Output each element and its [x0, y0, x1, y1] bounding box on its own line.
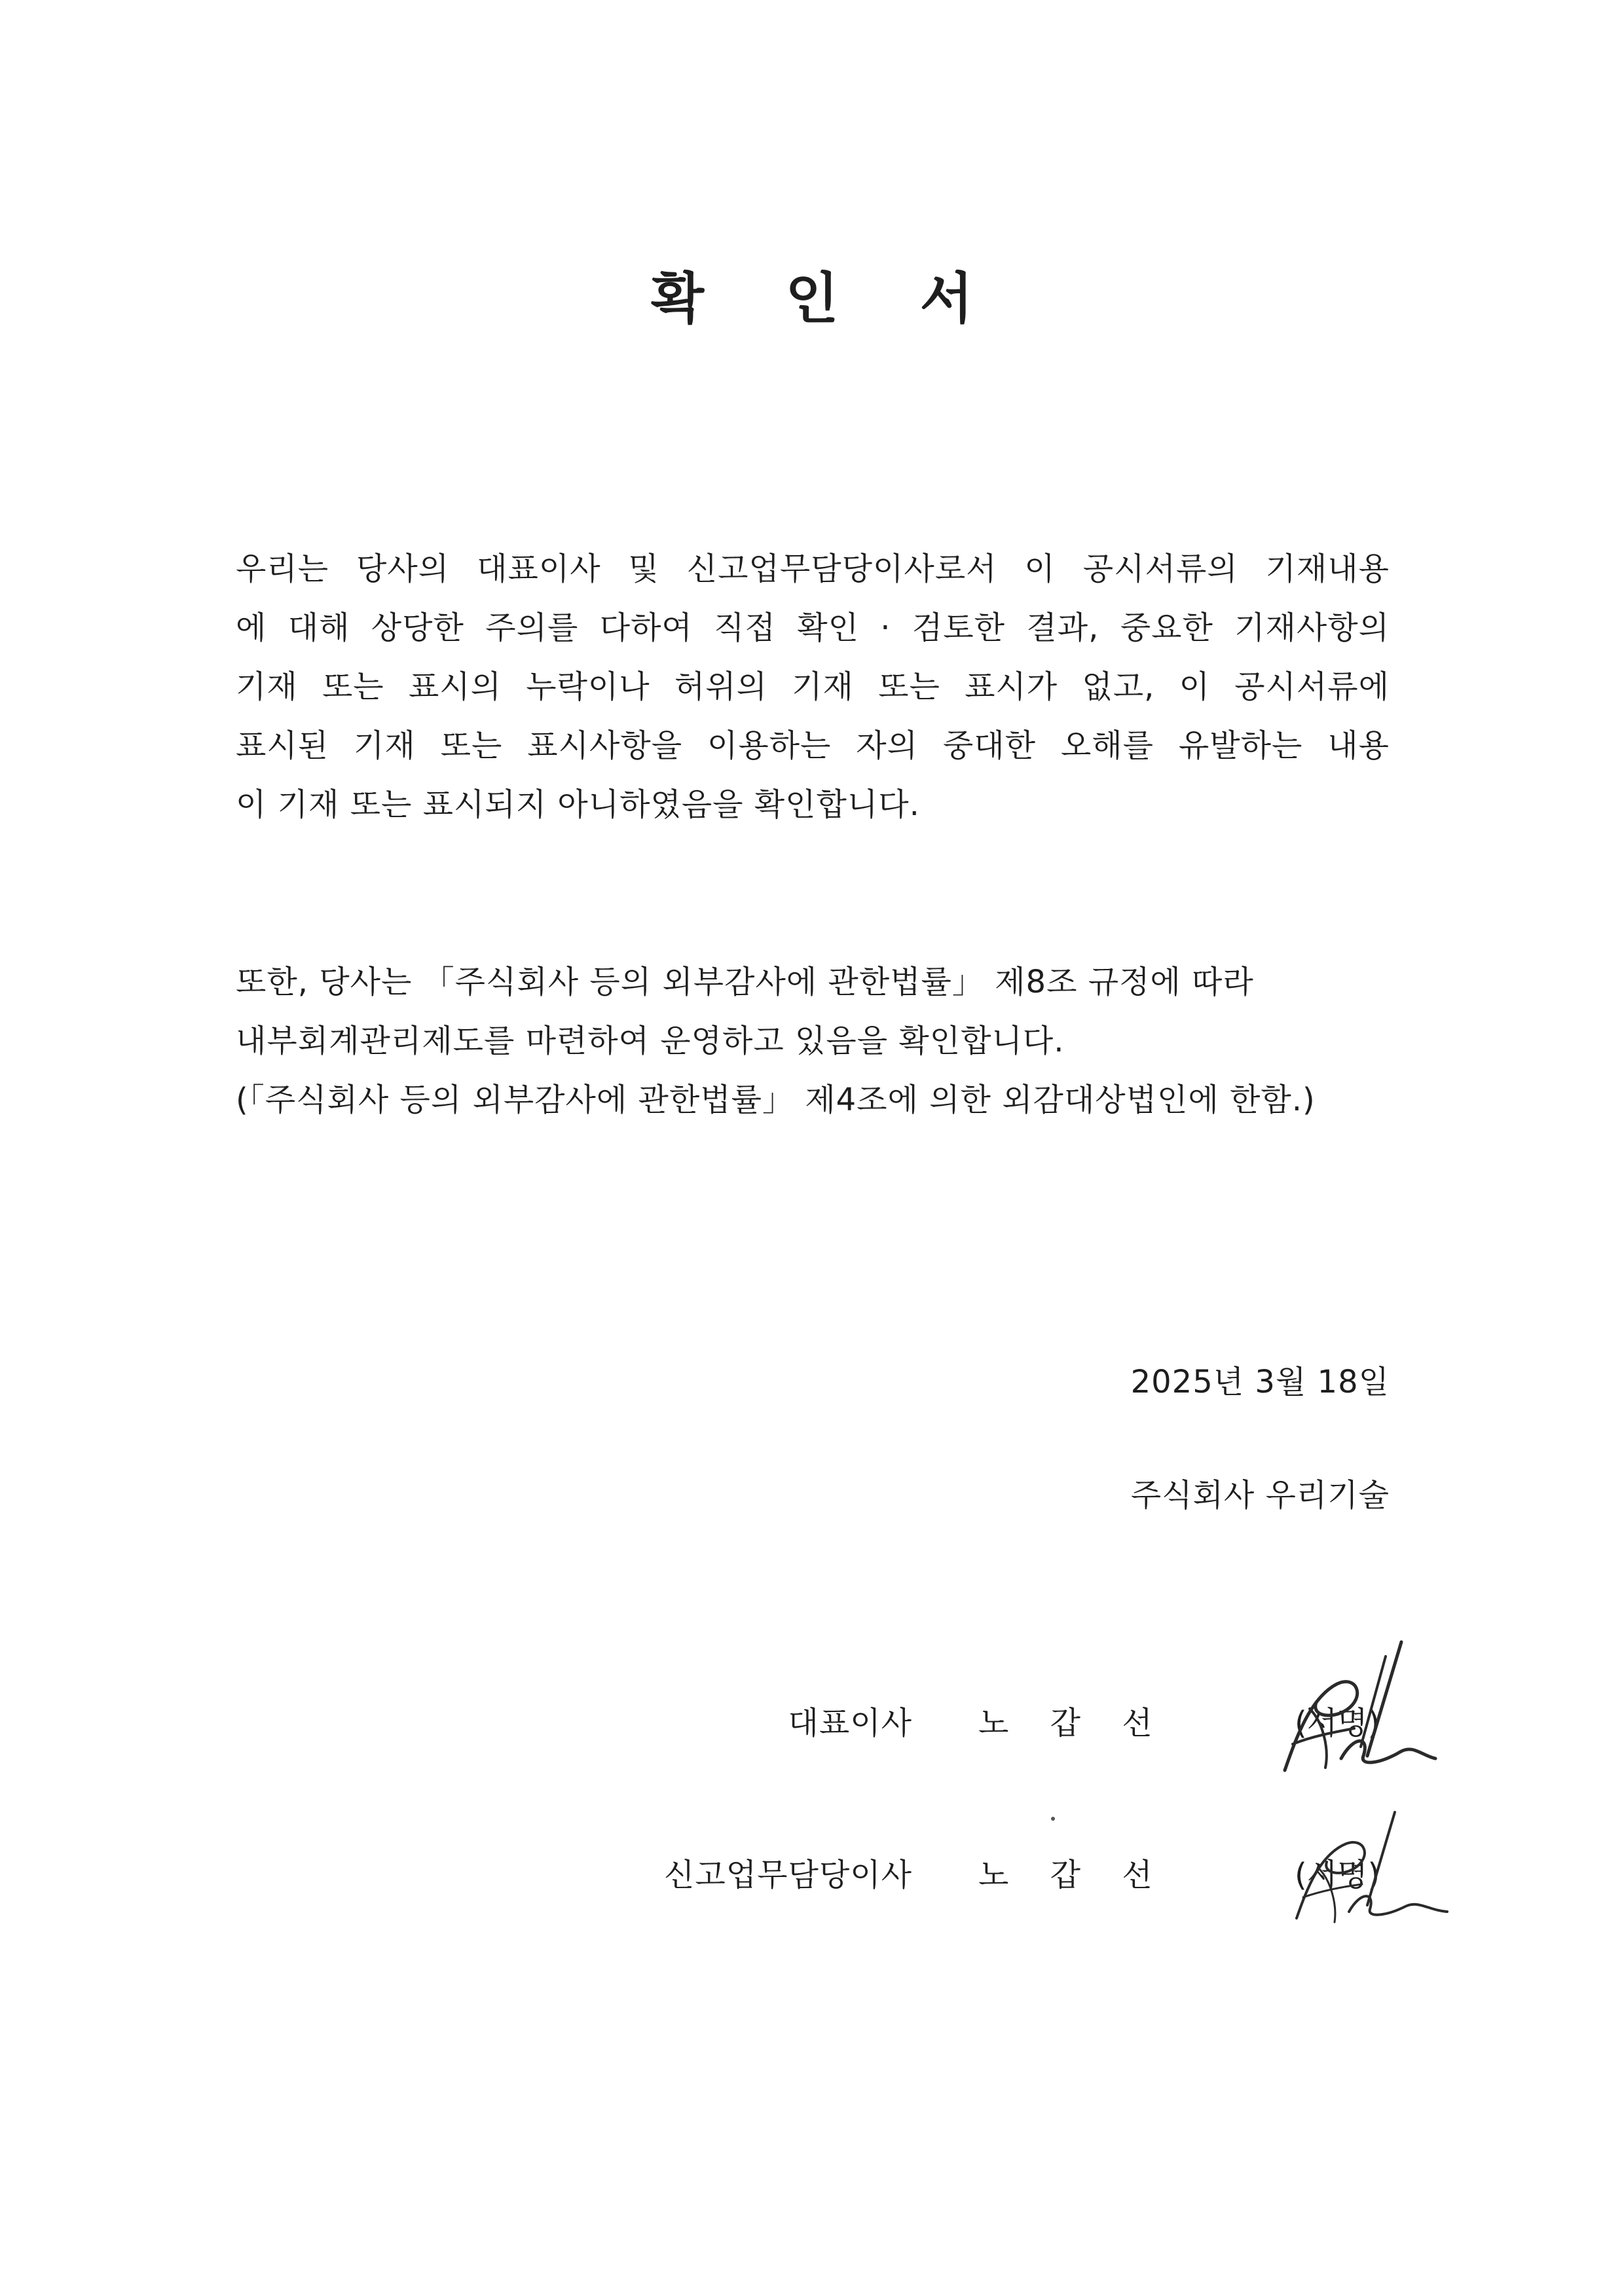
confirmation-paragraph	[236, 539, 1390, 834]
handwritten-signature	[1270, 1637, 1441, 1781]
company-name: 주식회사 우리기술	[1130, 1477, 1390, 1514]
signatory-name: 노 갑 선	[978, 1857, 1153, 1893]
signatory-name: 노 갑 선	[978, 1705, 1153, 1741]
paragraph-line: 이 기재 또는 표시되지 아니하였음을 확인합니다.	[236, 786, 920, 823]
signatory-role: 신고업무담당이사	[664, 1857, 912, 1893]
paragraph-line: 기재 또는 표시의 누락이나 허위의 기재 또는 표시가 없고, 이 공시서류에	[236, 668, 1390, 705]
handwritten-signature	[1283, 1807, 1454, 1931]
paragraph-line: 내부회계관리제도를 마련하여 운영하고 있음을 확인합니다.	[236, 1023, 1065, 1059]
paragraph-line: (「주식회사 등의 외부감사에 관한법률」 제4조에 의한 외감대상법인에 한함.)	[236, 1082, 1316, 1118]
paragraph-line: 표시된 기재 또는 표시사항을 이용하는 자의 중대한 오해를 유발하는 내용	[236, 727, 1390, 764]
signature-label: (서명)	[1295, 1857, 1380, 1893]
internal-control-paragraph	[236, 953, 1390, 1129]
document-title: 확 인 서	[651, 266, 973, 331]
paragraph-line: 우리는 당사의 대표이사 및 신고업무담당이사로서 이 공시서류의 기재내용	[236, 551, 1390, 587]
paragraph-line: 또한, 당사는 「주식회사 등의 외부감사에 관한법률」 제8조 규정에 따라	[236, 964, 1254, 1000]
document-date: 2025년 3월 18일	[1130, 1364, 1390, 1400]
signature-label: (서명)	[1295, 1705, 1380, 1741]
scan-speck	[1051, 1817, 1055, 1821]
signatory-role: 대표이사	[788, 1705, 912, 1741]
paragraph-line: 에 대해 상당한 주의를 다하여 직접 확인 · 검토한 결과, 중요한 기재사항의	[236, 610, 1390, 646]
